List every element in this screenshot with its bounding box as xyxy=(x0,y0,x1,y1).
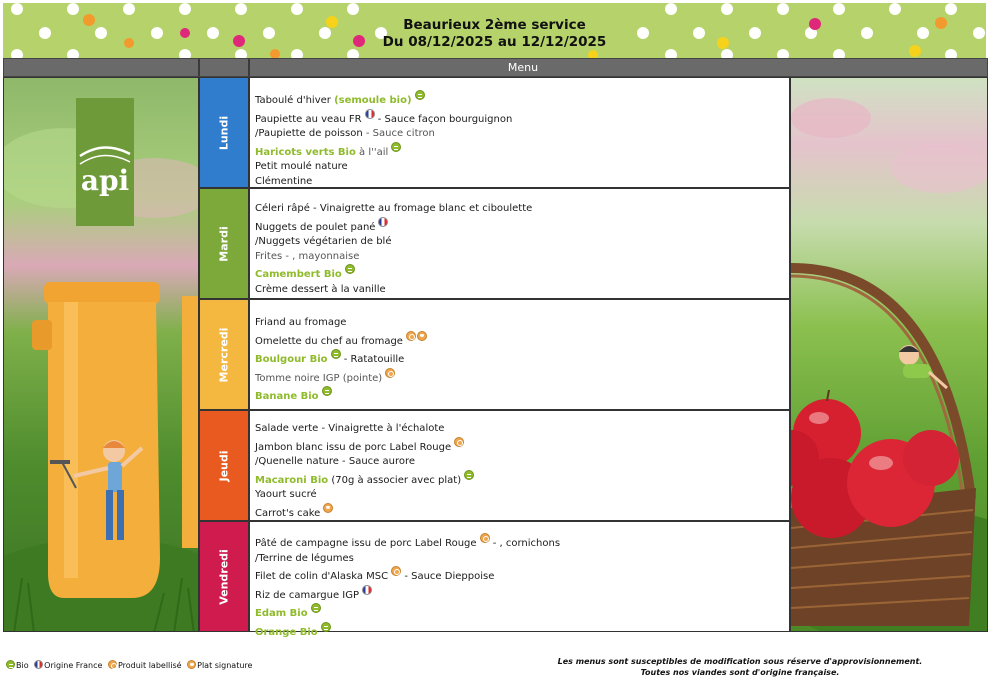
menu-line: Carrot's cake xyxy=(255,503,789,522)
france-flag-icon xyxy=(378,217,388,227)
menu-line: Yaourt sucré xyxy=(255,489,317,501)
grid-header-bar xyxy=(3,58,988,77)
menu-notice xyxy=(520,656,960,678)
day-column-lundi xyxy=(199,77,249,188)
menu-line: Omelette du chef au fromage xyxy=(255,331,789,350)
signature-icon xyxy=(187,660,196,669)
bio-icon xyxy=(322,386,332,396)
day-column-mercredi xyxy=(199,299,249,410)
menu-line: Boulgour Bio - Ratatouille xyxy=(255,349,789,368)
day-column-jeudi xyxy=(199,410,249,521)
bio-icon xyxy=(464,470,474,480)
grid-header-left xyxy=(4,59,200,76)
apple-basket-illustration xyxy=(790,77,988,632)
school-service-title: Beaurieux 2ème service xyxy=(403,17,586,33)
france-flag-icon xyxy=(34,660,43,669)
menu-line: Tomme noire IGP (pointe) xyxy=(255,368,789,387)
notice-line-2: Toutes nos viandes sont d'origine française. xyxy=(640,668,840,677)
grid-header-day xyxy=(200,59,250,76)
legend-produit-labellise: Produit labellisé xyxy=(108,660,182,672)
label-icon xyxy=(480,533,490,543)
menu-line: Haricots verts Bio à l''ail xyxy=(255,142,789,161)
bio-icon xyxy=(6,660,15,669)
france-flag-icon xyxy=(365,109,375,119)
menu-line: /Quenelle nature - Sauce aurore xyxy=(255,456,416,468)
menu-line: Macaroni Bio (70g à associer avec plat) xyxy=(255,470,789,489)
day-label: Vendredi xyxy=(217,548,231,605)
signature-icon xyxy=(323,503,333,513)
menu-line: Paupiette au veau FR - Sauce façon bourguignon xyxy=(255,109,789,128)
boot-illustration xyxy=(3,77,199,632)
menu-line: Céleri râpé - Vinaigrette au fromage blanc et ciboulette xyxy=(255,203,533,214)
legend-plat-signature: Plat signature xyxy=(187,660,252,672)
menu-header-banner xyxy=(3,3,986,58)
day-label: Mercredi xyxy=(217,327,231,382)
menu-cell-jeudi xyxy=(249,410,790,521)
menu-cell-lundi xyxy=(249,77,790,188)
menu-line: /Paupiette de poisson - Sauce citron xyxy=(255,128,435,140)
menu-line: Clémentine xyxy=(255,175,313,187)
menu-line: Orange Bio xyxy=(255,622,789,641)
legend-origine-france: Origine France xyxy=(34,660,102,672)
menu-line: Riz de camargue IGP xyxy=(255,585,789,604)
bio-icon xyxy=(415,90,425,100)
menu-line: Crème dessert à la vanille xyxy=(255,283,386,295)
notice-line-1: Les menus sont susceptibles de modification sous réserve d'approvisionnement. xyxy=(557,657,923,666)
menu-line: Friand au fromage xyxy=(255,317,347,328)
day-column-mardi xyxy=(199,188,249,299)
menu-line: /Terrine de légumes xyxy=(255,552,354,564)
bio-icon xyxy=(391,142,401,152)
menu-line: Petit moulé nature xyxy=(255,161,348,173)
bio-icon xyxy=(345,264,355,274)
label-icon xyxy=(108,660,117,669)
label-icon xyxy=(385,368,395,378)
menu-line: Frites - , mayonnaise xyxy=(255,250,360,262)
menu-line: Banane Bio xyxy=(255,386,789,405)
menu-line: Taboulé d'hiver (semoule bio) xyxy=(255,90,789,109)
menu-cell-vendredi xyxy=(249,521,790,638)
boot-scene-svg xyxy=(4,78,199,632)
day-label: Lundi xyxy=(217,115,231,150)
signature-icon xyxy=(417,331,427,341)
menu-cell-mardi xyxy=(249,188,790,299)
day-label: Jeudi xyxy=(217,449,231,482)
bio-icon xyxy=(331,349,341,359)
legend-bio: Bio xyxy=(6,660,29,672)
menu-line: Edam Bio xyxy=(255,603,789,622)
label-icon xyxy=(406,331,416,341)
menu-line: Filet de colin d'Alaska MSC - Sauce Dieppoise xyxy=(255,566,789,585)
france-flag-icon xyxy=(362,585,372,595)
menu-line: Pâté de campagne issu de porc Label Rouge - , cornichons xyxy=(255,533,789,552)
api-logo: api xyxy=(80,164,130,197)
menu-cell-mercredi xyxy=(249,299,790,410)
icon-legend xyxy=(6,660,255,672)
day-label: Mardi xyxy=(217,225,231,262)
bio-icon xyxy=(311,603,321,613)
menu-line: Salade verte - Vinaigrette à l'échalote xyxy=(255,423,445,434)
day-column-vendredi xyxy=(199,521,249,632)
bio-icon xyxy=(321,622,331,632)
menu-column-header: Menu xyxy=(507,61,539,74)
apple-basket-svg xyxy=(791,78,988,632)
label-icon xyxy=(391,566,401,576)
label-icon xyxy=(454,437,464,447)
date-range-title: Du 08/12/2025 au 12/12/2025 xyxy=(382,34,607,50)
menu-line: Camembert Bio xyxy=(255,264,789,283)
menu-line: Nuggets de poulet pané xyxy=(255,217,789,236)
menu-line: Jambon blanc issu de porc Label Rouge xyxy=(255,437,789,456)
menu-line: /Nuggets végétarien de blé xyxy=(255,236,392,248)
